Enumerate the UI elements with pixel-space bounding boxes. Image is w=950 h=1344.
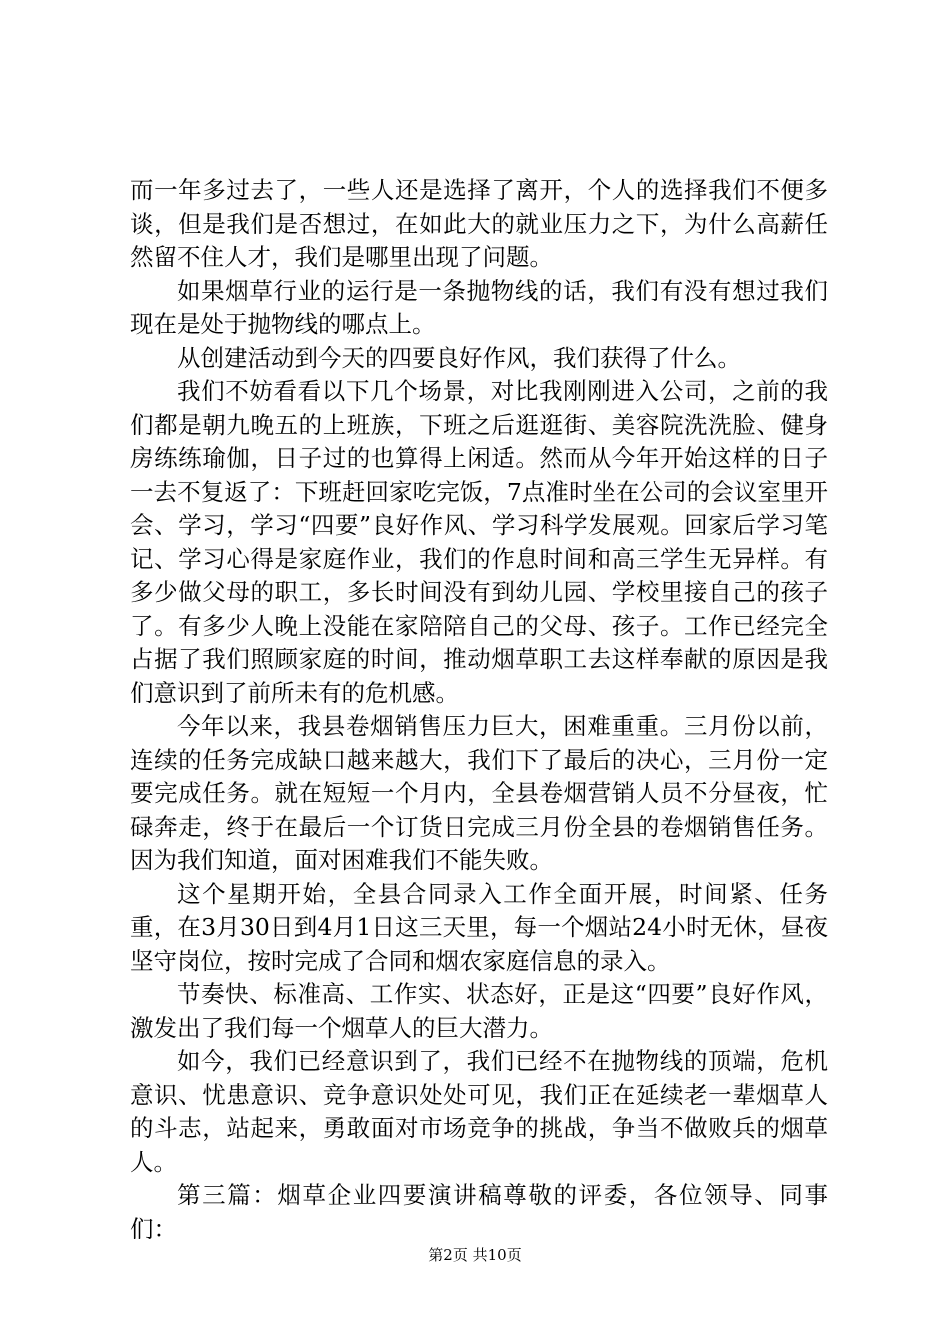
paragraph-8: 如今，我们已经意识到了，我们已经不在抛物线的顶端，危机意识、忧患意识、竞争意识处处可见，我们正在延续老一辈烟草人的斗志，站起来，勇敢面对市场竞争的挑战，争当不做败兵的烟草人。: [130, 1047, 828, 1176]
paragraph-4: 我们不妨看看以下几个场景，对比我刚刚进入公司，之前的我们都是朝九晚五的上班族，下班之后逛逛街、美容院洗洗脸、健身房练练瑜伽，日子过的也算得上闲适。然而从今年开始这样的日子一去不复返了：下班赶回家吃完饭，7点准时坐在公司的会议室里开会、学习，学习“四要”良好作风、学习科学发展观。回家后学习笔记、学习心得是家庭作业，我们的作息时间和高三学生无异样。有多少做父母的职工，多长时间没有到幼儿园、学校里接自己的孩子了。有多少人晚上没能在家陪陪自己的父母、孩子。工作已经完全占据了我们照顾家庭的时间，推动烟草职工去这样奉献的原因是我们意识到了前所未有的危机感。: [130, 377, 828, 707]
paragraph-7: 节奏快、标准高、工作实、状态好，正是这“四要”良好作风，激发出了我们每一个烟草人的巨大潜力。: [130, 980, 828, 1042]
paragraph-9: 第三篇：烟草企业四要演讲稿尊敬的评委，各位领导、同事们：: [130, 1181, 828, 1243]
document-body: [130, 174, 828, 1246]
paragraph-5: 今年以来，我县卷烟销售压力巨大，困难重重。三月份以前，连续的任务完成缺口越来越大，我们下了最后的决心，三月份一定要完成任务。就在短短一个月内，全县卷烟营销人员不分昼夜，忙碌奔走，终于在最后一个订货日完成三月份全县的卷烟销售任务。因为我们知道，面对困难我们不能失败。: [130, 712, 828, 874]
page-footer: 第2页 共10页: [428, 1246, 522, 1264]
paragraph-3: 从创建活动到今天的四要良好作风，我们获得了什么。: [177, 343, 741, 372]
paragraph-1: 而一年多过去了，一些人还是选择了离开，个人的选择我们不便多谈，但是我们是否想过，在如此大的就业压力之下，为什么高薪任然留不住人才，我们是哪里出现了问题。: [130, 176, 828, 271]
paragraph-2: 如果烟草行业的运行是一条抛物线的话，我们有没有想过我们现在是处于抛物线的哪点上。: [130, 276, 828, 338]
paragraph-6: 这个星期开始，全县合同录入工作全面开展，时间紧、任务重，在3月30日到4月1日这三天里，每一个烟站24小时无休，昼夜坚守岗位，按时完成了合同和烟农家庭信息的录入。: [130, 879, 828, 975]
